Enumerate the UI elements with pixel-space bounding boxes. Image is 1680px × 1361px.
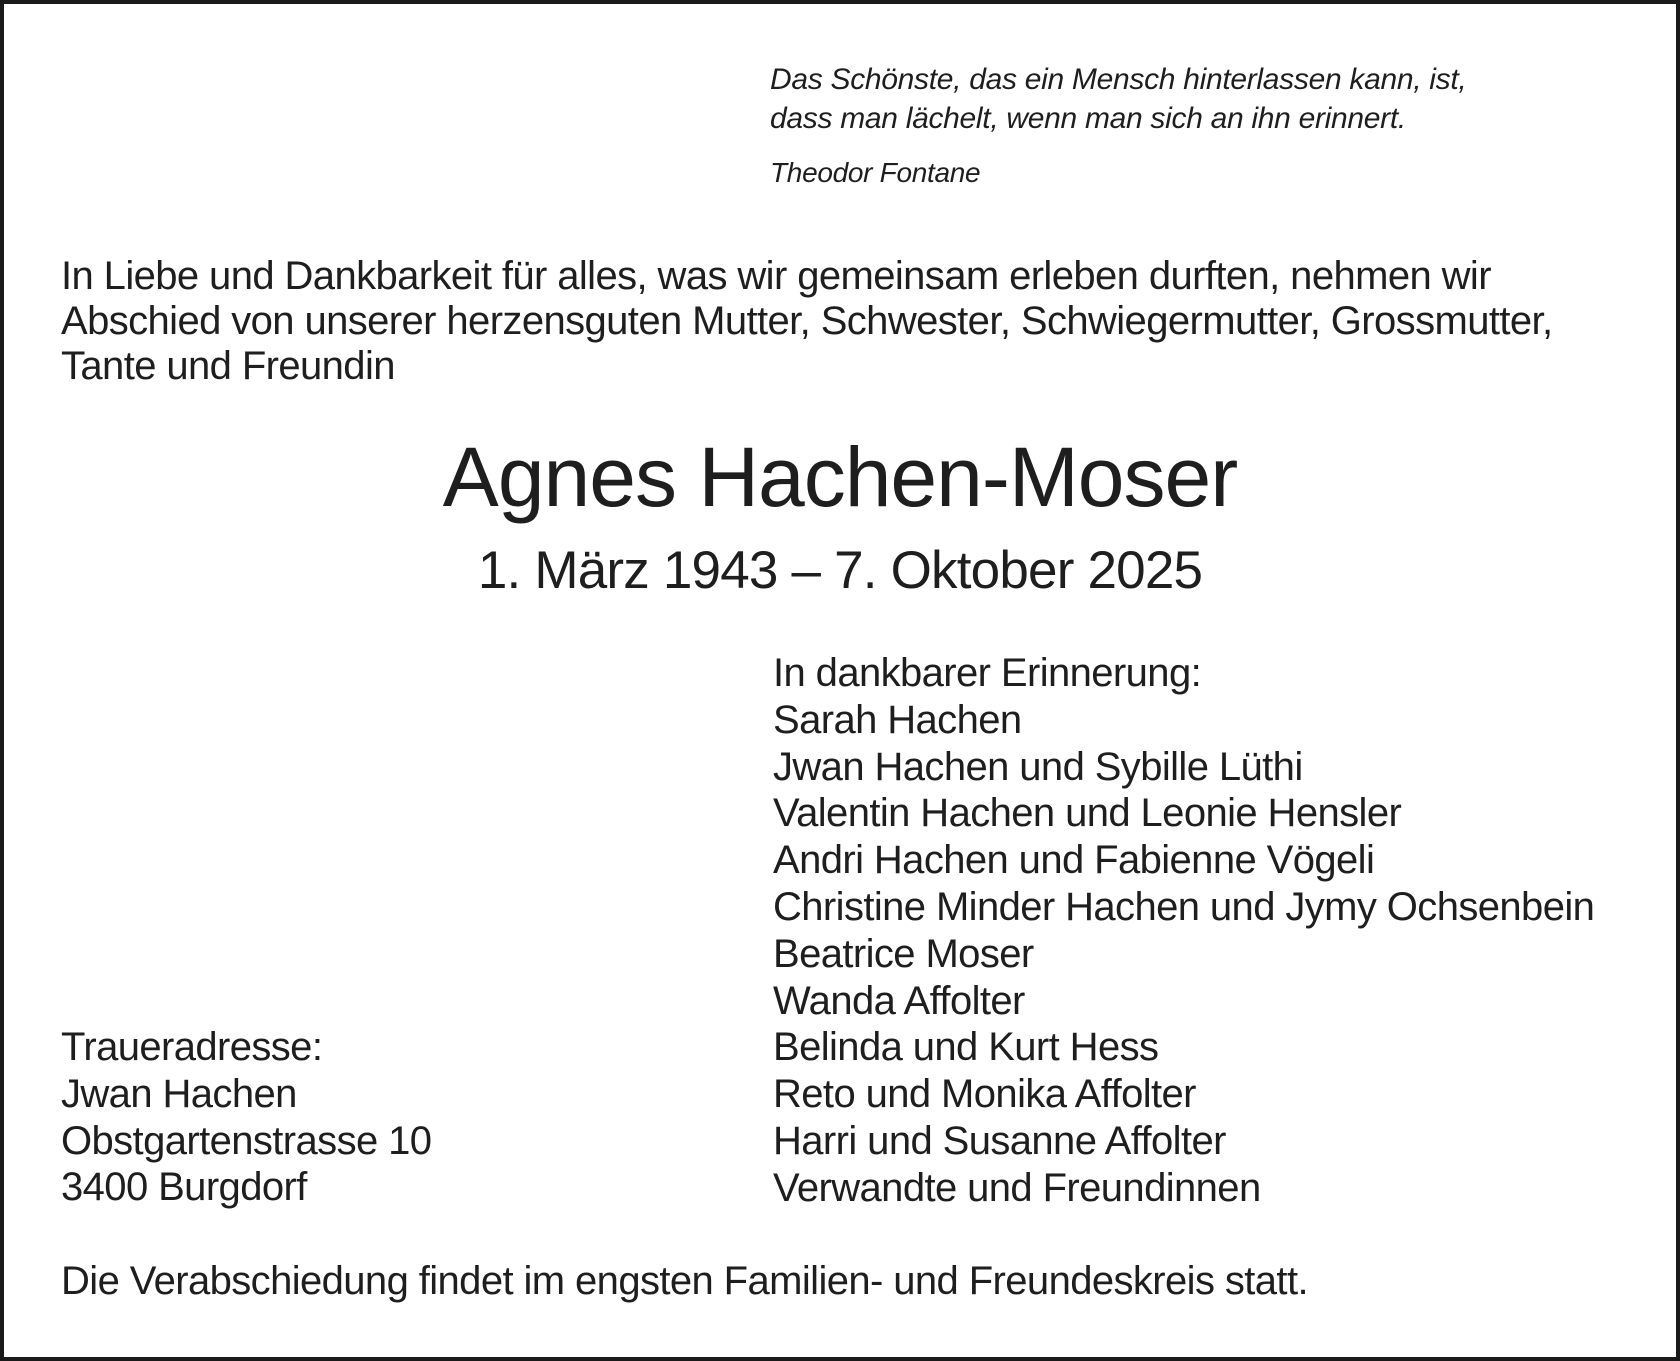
epigraph-quote — [770, 60, 1466, 138]
memorial-name: Christine Minder Hachen und Jymy Ochsenbein — [773, 884, 1595, 929]
mourning-address-line: Obstgartenstrasse 10 — [61, 1118, 432, 1163]
memorial-name: Reto und Monika Affolter — [773, 1072, 1196, 1117]
deceased-name: Agnes Hachen-Moser — [442, 430, 1238, 524]
mourning-address — [61, 1024, 431, 1211]
life-dates: 1. März 1943 – 7. Oktober 2025 — [477, 541, 1203, 600]
memorial-name: Beatrice Moser — [773, 931, 1034, 976]
closing-statement: Die Verabschiedung findet im engsten Familien- und Freundeskreis statt. — [61, 1259, 1308, 1303]
intro-line: Tante und Freundin — [61, 344, 395, 388]
memorial-name: Harri und Susanne Affolter — [773, 1118, 1226, 1163]
memorial-name: Sarah Hachen — [773, 697, 1022, 742]
quote-line: dass man lächelt, wenn man sich an ihn erinnert. — [770, 102, 1406, 135]
memorial-heading: In dankbarer Erinnerung: — [773, 651, 1202, 695]
mourning-address-line: 3400 Burgdorf — [61, 1165, 307, 1210]
memorial-name: Valentin Hachen und Leonie Hensler — [773, 791, 1402, 836]
memorial-name: Verwandte und Freundinnen — [773, 1165, 1261, 1210]
memorial-name: Wanda Affolter — [773, 978, 1025, 1023]
quote-attribution: Theodor Fontane — [770, 157, 981, 188]
intro-line: Abschied von unserer herzensguten Mutter, Schwester, Schwiegermutter, Grossmutter, — [61, 299, 1553, 343]
mourning-address-line: Jwan Hachen — [61, 1071, 297, 1116]
intro-line: In Liebe und Dankbarkeit für alles, was wir gemeinsam erleben durften, nehmen wir — [61, 254, 1491, 298]
memorial-name: Belinda und Kurt Hess — [773, 1025, 1159, 1070]
mourning-address-label: Traueradresse: — [61, 1025, 323, 1069]
intro-paragraph — [61, 254, 1553, 389]
memorial-name: Jwan Hachen und Sybille Lüthi — [773, 744, 1303, 789]
memorial-list — [773, 650, 1594, 1212]
quote-line: Das Schönste, das ein Mensch hinterlassen kann, ist, — [770, 63, 1467, 96]
memorial-name: Andri Hachen und Fabienne Vögeli — [773, 838, 1375, 883]
